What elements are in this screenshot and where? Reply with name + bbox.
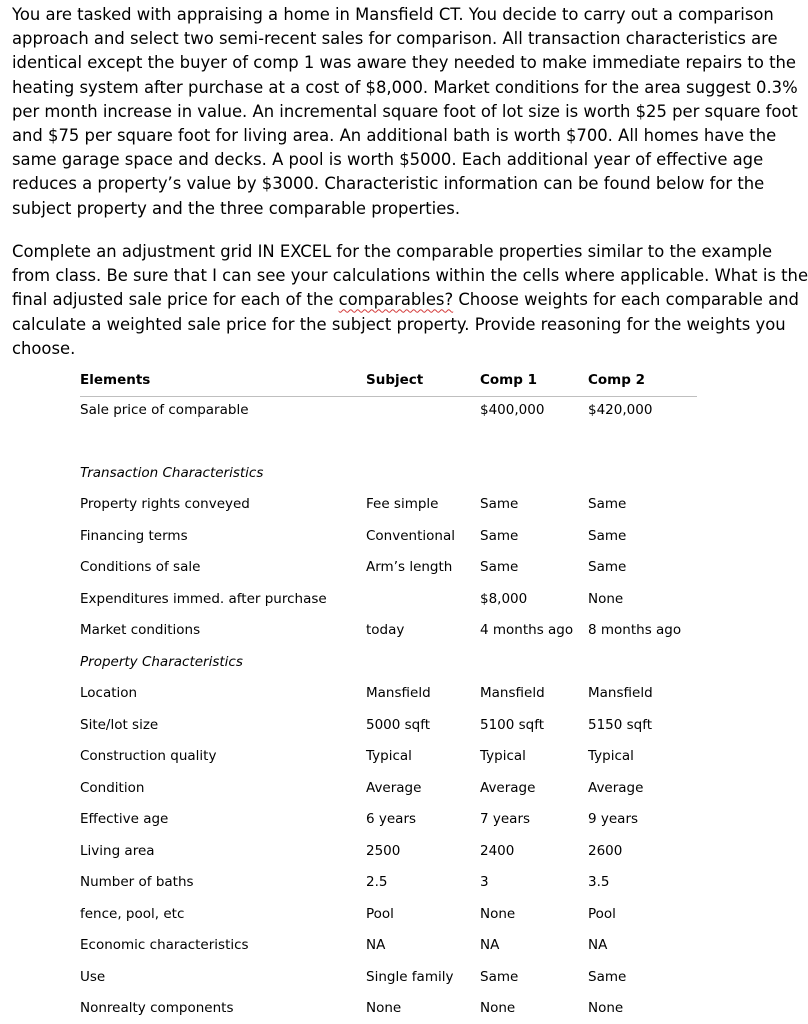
cell-comp2-value: Same bbox=[588, 559, 627, 575]
cell-comp2-value: 8 months ago bbox=[588, 622, 682, 638]
table-header-row bbox=[80, 365, 697, 397]
paragraph-line: Complete an adjustment grid IN EXCEL for the comparable properties similar to the example bbox=[12, 242, 773, 261]
cell-comp1-value: 4 months ago bbox=[480, 622, 574, 638]
cell-comp1-value: None bbox=[480, 1000, 516, 1016]
table-row bbox=[80, 1000, 697, 1020]
paragraph-line: heating system after purchase at a cost of $8,000. Market conditions for the area suggest 0.3% bbox=[12, 77, 798, 97]
table-row bbox=[80, 717, 697, 737]
cell-element-label: Financing terms bbox=[80, 528, 188, 544]
cell-subject-value: Arm’s length bbox=[366, 559, 453, 575]
cell-subject-value: Average bbox=[366, 780, 422, 796]
paragraph-text: Choose weights for each comparable and bbox=[453, 290, 799, 310]
cell-element-label: Number of baths bbox=[80, 874, 194, 890]
cell-element-label: Use bbox=[80, 969, 106, 985]
paragraph-text: final adjusted sale price for each of the bbox=[12, 290, 339, 310]
table-row bbox=[80, 402, 697, 422]
cell-comp1-value: Same bbox=[480, 528, 519, 544]
cell-element-label: Location bbox=[80, 685, 138, 701]
table-row bbox=[80, 969, 697, 989]
problem-statement-paragraph bbox=[12, 3, 798, 221]
cell-comp1-value: Same bbox=[480, 969, 519, 985]
table-row bbox=[80, 843, 697, 863]
cell-comp2-value: None bbox=[588, 591, 624, 607]
cell-comp2-value: 9 years bbox=[588, 811, 639, 827]
cell-comp2-value: NA bbox=[588, 937, 608, 953]
cell-element-label: Effective age bbox=[80, 811, 169, 827]
table-row bbox=[80, 559, 697, 579]
cell-comp2-value: 3.5 bbox=[588, 874, 610, 890]
paragraph-line: per month increase in value. An incremental square foot of lot size is worth $25 per square foot bbox=[12, 101, 798, 121]
header-comp2: Comp 2 bbox=[588, 372, 646, 388]
cell-subject-value: Fee simple bbox=[366, 496, 439, 512]
cell-element-label: Expenditures immed. after purchase bbox=[80, 591, 327, 607]
cell-comp2-value: 5150 sqft bbox=[588, 717, 653, 733]
cell-comp2-value: $420,000 bbox=[588, 402, 653, 418]
cell-subject-value: Mansfield bbox=[366, 685, 431, 701]
paragraph-line: subject property and the three comparable properties. bbox=[12, 198, 461, 218]
table-row bbox=[80, 591, 697, 611]
table-row bbox=[80, 622, 697, 642]
header-elements: Elements bbox=[80, 372, 151, 388]
paragraph-line: calculate a weighted sale price for the subject property. Provide reasoning for the weights you bbox=[12, 314, 786, 334]
header-subject: Subject bbox=[366, 372, 424, 388]
cell-element-label: fence, pool, etc bbox=[80, 906, 185, 922]
cell-subject-value: None bbox=[366, 1000, 402, 1016]
cell-comp2-value: Same bbox=[588, 496, 627, 512]
paragraph-line: choose. bbox=[12, 338, 76, 358]
paragraph-line: same garage space and decks. A pool is worth $5000. Each additional year of effective age bbox=[12, 150, 764, 170]
cell-subject-value: Typical bbox=[366, 748, 412, 764]
cell-comp1-value: Typical bbox=[480, 748, 526, 764]
cell-element-label: Market conditions bbox=[80, 622, 201, 638]
cell-comp1-value: $8,000 bbox=[480, 591, 528, 607]
paragraph-line: identical except the buyer of comp 1 was aware they needed to make immediate repairs to the bbox=[12, 53, 796, 73]
header-comp1: Comp 1 bbox=[480, 372, 538, 388]
table-row bbox=[80, 685, 697, 705]
cell-subject-value: 2500 bbox=[366, 843, 401, 859]
table-row bbox=[80, 528, 697, 548]
table-row bbox=[80, 748, 697, 768]
section-heading-row bbox=[80, 654, 697, 674]
paragraph-line bbox=[12, 288, 799, 312]
cell-comp2-value: 2600 bbox=[588, 843, 623, 859]
paragraph-line: and $75 per square foot for living area. An additional bath is worth $700. All homes have the bbox=[12, 126, 777, 146]
cell-comp2-value: Pool bbox=[588, 906, 616, 922]
cell-comp2-value: Typical bbox=[588, 748, 634, 764]
cell-comp1-value: NA bbox=[480, 937, 500, 953]
cell-subject-value: Conventional bbox=[366, 528, 455, 544]
cell-subject-value: 5000 sqft bbox=[366, 717, 431, 733]
instructions-paragraph bbox=[12, 240, 808, 361]
cell-comp1-value: 7 years bbox=[480, 811, 531, 827]
table-row bbox=[80, 937, 697, 957]
cell-comp2-value: None bbox=[588, 1000, 624, 1016]
cell-comp2-value: Mansfield bbox=[588, 685, 653, 701]
cell-element-label: Economic characteristics bbox=[80, 937, 249, 953]
table-row bbox=[80, 906, 697, 926]
cell-subject-value: today bbox=[366, 622, 405, 638]
cell-element-label: Condition bbox=[80, 780, 145, 796]
cell-element-label: Conditions of sale bbox=[80, 559, 201, 575]
cell-subject-value: 6 years bbox=[366, 811, 417, 827]
cell-comp1-value: Average bbox=[480, 780, 536, 796]
cell-comp1-value: None bbox=[480, 906, 516, 922]
cell-subject-value: Pool bbox=[366, 906, 394, 922]
cell-comp2-value: Same bbox=[588, 528, 627, 544]
cell-subject-value: 2.5 bbox=[366, 874, 388, 890]
cell-comp2-value: Same bbox=[588, 969, 627, 985]
paragraph-line: reduces a property’s value by $3000. Characteristic information can be found below for the bbox=[12, 174, 765, 194]
cell-comp1-value: 2400 bbox=[480, 843, 515, 859]
paragraph-line: approach and select two semi-recent sales for comparison. All transaction characteristics are bbox=[12, 29, 778, 49]
cell-comp1-value: $400,000 bbox=[480, 402, 545, 418]
cell-comp1-value: Mansfield bbox=[480, 685, 545, 701]
cell-comp1-value: 3 bbox=[480, 874, 489, 890]
table-row bbox=[80, 780, 697, 800]
section-heading: Property Characteristics bbox=[80, 654, 243, 670]
cell-comp1-value: 5100 sqft bbox=[480, 717, 545, 733]
paragraph-line: from class. Be sure that I can see your calculations within the cells where applicable. What is the bbox=[12, 266, 808, 286]
cell-subject-value: NA bbox=[366, 937, 386, 953]
cell-subject-value: Single family bbox=[366, 969, 454, 985]
table-row bbox=[80, 874, 697, 894]
cell-comp2-value: Average bbox=[588, 780, 644, 796]
section-heading: Transaction Characteristics bbox=[80, 465, 264, 481]
cell-element-label: Property rights conveyed bbox=[80, 496, 250, 512]
spellcheck-flagged-word[interactable]: comparables? bbox=[338, 290, 454, 310]
cell-element-label: Nonrealty components bbox=[80, 1000, 234, 1016]
cell-element-label: Living area bbox=[80, 843, 155, 859]
table-row bbox=[80, 496, 697, 516]
cell-comp1-value: Same bbox=[480, 559, 519, 575]
table-row bbox=[80, 811, 697, 831]
cell-element-label: Sale price of comparable bbox=[80, 402, 249, 418]
cell-element-label: Construction quality bbox=[80, 748, 217, 764]
paragraph-line: You are tasked with appraising a home in Mansfield CT. You decide to carry out a comparison bbox=[12, 5, 774, 24]
cell-element-label: Site/lot size bbox=[80, 717, 159, 733]
section-heading-row bbox=[80, 465, 697, 485]
cell-comp1-value: Same bbox=[480, 496, 519, 512]
